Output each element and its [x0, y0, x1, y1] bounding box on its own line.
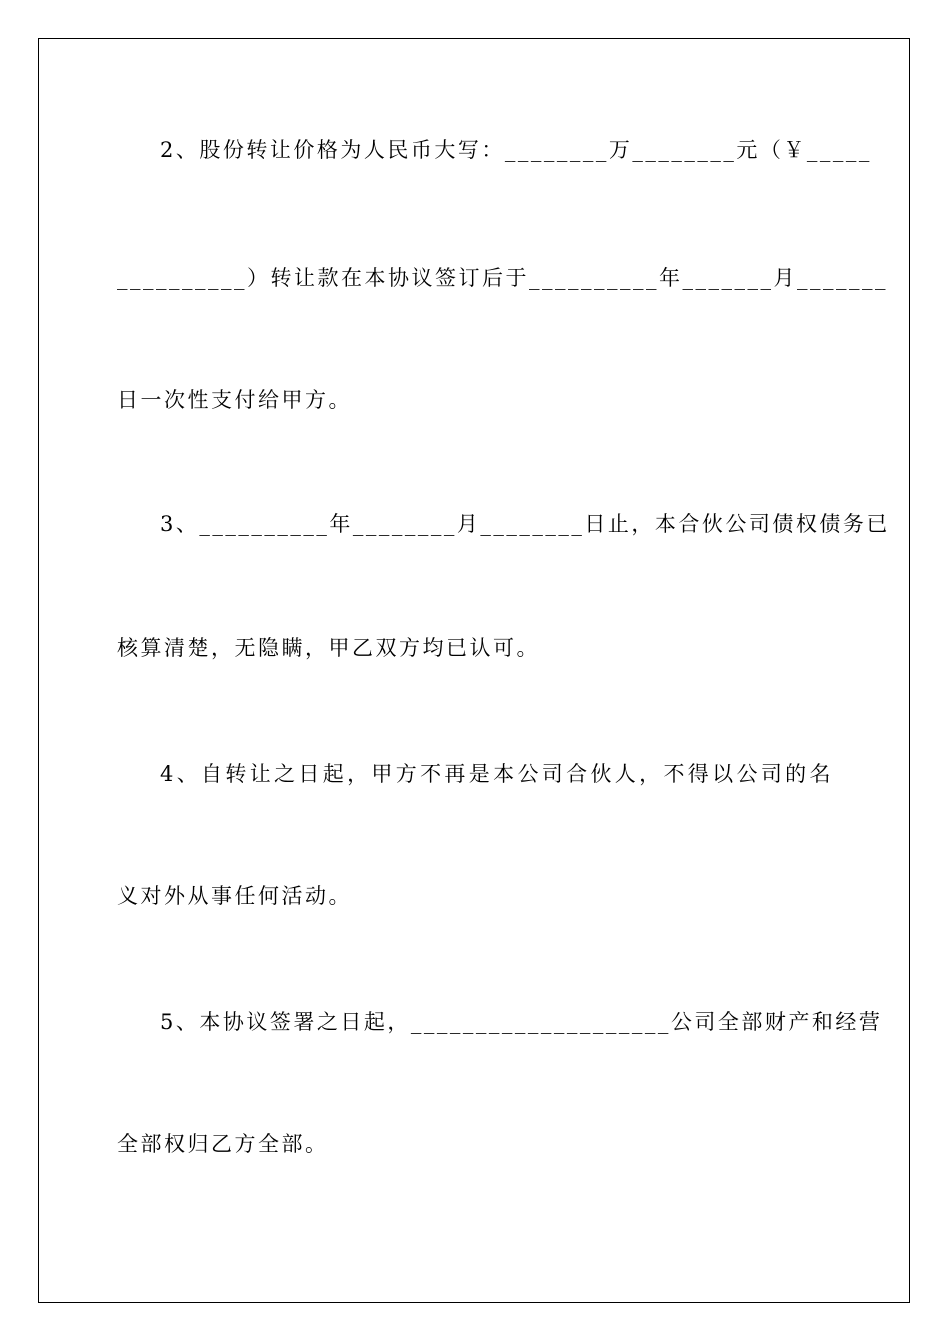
clause-2-line-3: 日一次性支付给甲方。	[117, 388, 352, 412]
clause-3-line-2: 核算清楚，无隐瞒，甲乙双方均已认可。	[117, 636, 540, 660]
clause-5-line-1: 5、本协议签署之日起，____________________公司全部财产和经营	[160, 1010, 883, 1034]
clause-4-line-1: 4、自转让之日起，甲方不再是本公司合伙人，不得以公司的名	[160, 762, 833, 786]
clause-3-line-1: 3、__________年________月________日止，本合伙公司债权债务已	[160, 512, 890, 536]
clause-2-line-2: __________）转让款在本协议签订后于__________年_______月_______	[117, 266, 888, 290]
page-border	[38, 38, 910, 1303]
clause-4-line-2: 义对外从事任何活动。	[117, 884, 352, 908]
clause-2-line-1: 2、股份转让价格为人民币大写：________万________元（￥_____	[160, 138, 872, 162]
clause-5-line-2: 全部权归乙方全部。	[117, 1132, 329, 1156]
